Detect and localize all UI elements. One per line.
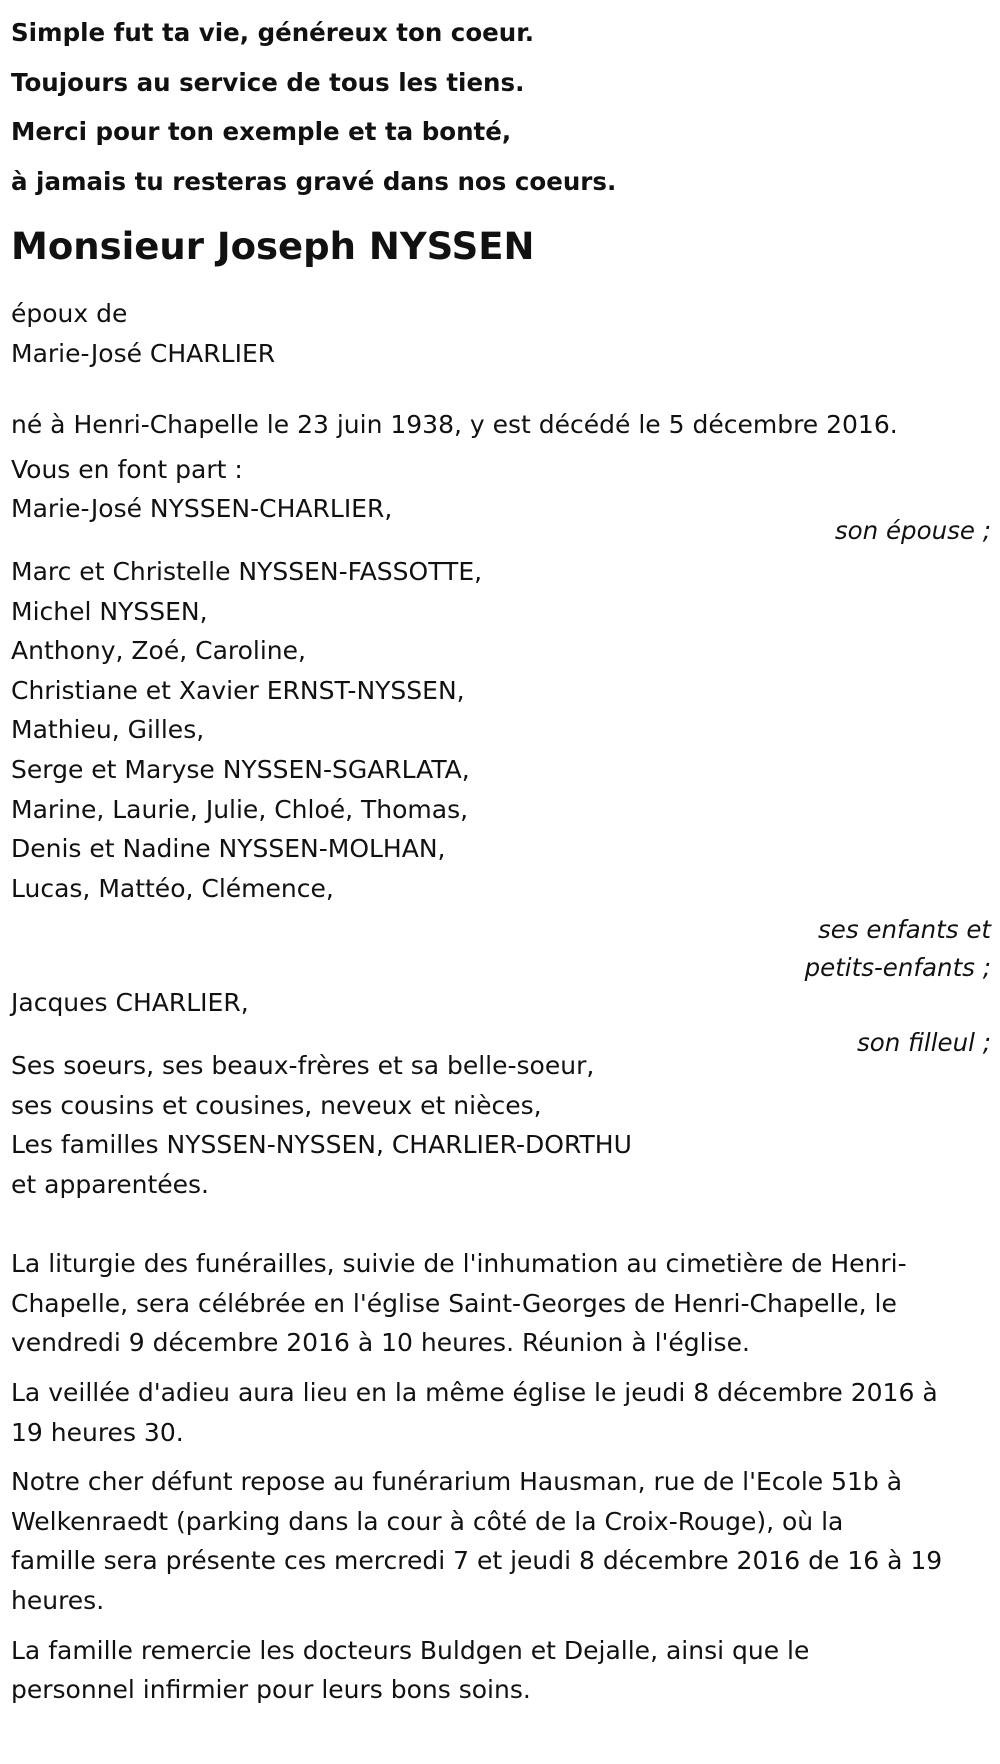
list-item: Christiane et Xavier ERNST-NYSSEN, [11,675,465,705]
paragraph-line: vendredi 9 décembre 2016 à 10 heures. Réunion à l'église. [11,1328,750,1358]
children-role: ses enfants et [818,915,991,945]
vigil-details [11,1373,991,1452]
paragraph-line: Notre cher défunt repose au funérarium Hausman, rue de l'Ecole 51b à [11,1467,903,1497]
list-item: Mathieu, Gilles, [11,715,205,745]
paragraph-line: heures. [11,1586,105,1616]
children-list [11,552,991,908]
rest-details [11,1462,991,1620]
list-item: et apparentées. [11,1169,209,1199]
list-item: Marine, Laurie, Julie, Chloé, Thomas, [11,794,469,824]
announcers-section [11,450,991,1205]
paragraph-line: La famille remercie les docteurs Buldgen et Dejalle, ainsi que le [11,1635,810,1665]
funeral-details [11,1244,991,1363]
family-list [11,1046,991,1204]
list-item: Michel NYSSEN, [11,596,208,626]
list-item: Serge et Maryse NYSSEN-SGARLATA, [11,754,470,784]
spouse-role: son épouse ; [834,515,991,545]
list-item: Denis et Nadine NYSSEN-MOLHAN, [11,834,446,864]
paragraph-line: La liturgie des funérailles, suivie de l'inhumation au cimetière de Henri- [11,1249,907,1279]
spouse-intro: époux de [11,299,128,328]
paragraph-line: 19 heures 30. [11,1417,184,1447]
announcer-spouse: Marie-José NYSSEN-CHARLIER, [11,494,393,524]
list-item: Lucas, Mattéo, Clémence, [11,873,334,903]
godson-role: son filleul ; [857,1027,991,1057]
list-item: ses cousins et cousines, neveux et nièces, [11,1090,542,1120]
poem-line: à jamais tu resteras gravé dans nos coeurs. [11,166,617,196]
paragraph-line: Chapelle, sera célébrée en l'église Saint-Georges de Henri-Chapelle, le [11,1288,897,1318]
obituary-content [11,0,991,1710]
list-item: Anthony, Zoé, Caroline, [11,636,306,666]
paragraph-line: famille sera présente ces mercredi 7 et jeudi 8 décembre 2016 de 16 à 19 [11,1546,943,1576]
spouse-section [11,294,991,373]
children-role-continued: petits-enfants ; [804,953,991,983]
list-item: Marc et Christelle NYSSEN-FASSOTTE, [11,556,483,586]
poem-line: Merci pour ton exemple et ta bonté, [11,117,512,146]
poem-line: Toujours au service de tous les tiens. [11,67,525,97]
paragraph-line: La veillée d'adieu aura lieu en la même église le jeudi 8 décembre 2016 à [11,1378,938,1408]
spouse-name: Marie-José CHARLIER [11,338,276,368]
thanks-details [11,1631,991,1710]
deceased-name: Monsieur Joseph NYSSEN [11,225,535,268]
list-item: Les familles NYSSEN-NYSSEN, CHARLIER-DORTHU [11,1130,632,1160]
list-item: Ses soeurs, ses beaux-frères et sa belle-soeur, [11,1050,595,1080]
paragraph-line: personnel infirmier pour leurs bons soins. [11,1675,531,1705]
poem-line: Simple fut ta vie, généreux ton coeur. [11,18,535,47]
birth-death-dates: né à Henri-Chapelle le 23 juin 1938, y est décédé le 5 décembre 2016. [11,410,898,440]
godson: Jacques CHARLIER, [11,988,249,1018]
announcers-intro: Vous en font part : [11,454,243,484]
poem [11,8,991,206]
paragraph-line: Welkenraedt (parking dans la cour à côté de la Croix-Rouge), où la [11,1506,844,1536]
